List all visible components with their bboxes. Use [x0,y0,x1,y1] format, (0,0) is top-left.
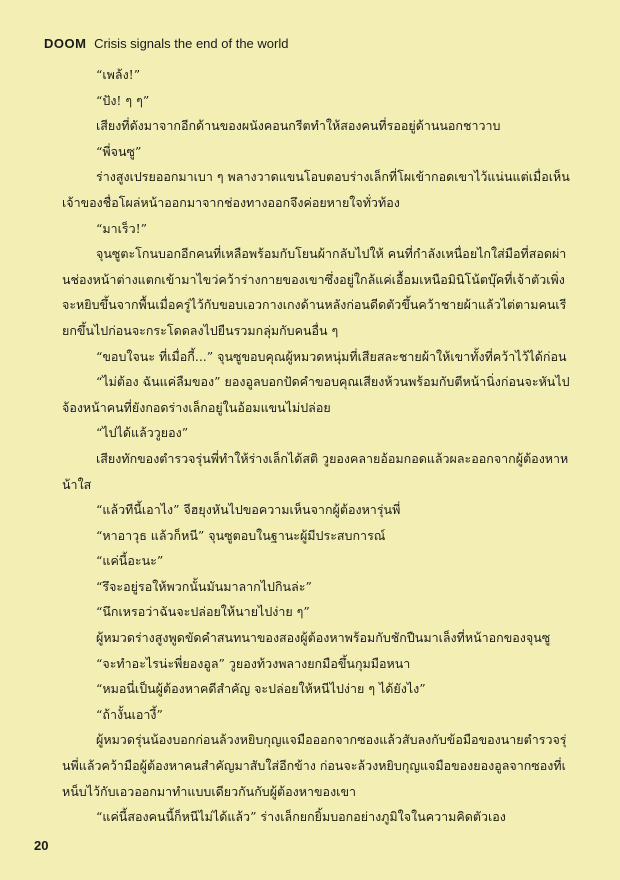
paragraph: “จะทำอะไรน่ะพี่ยองอูล” วูยองท้วงพลางยกมือขึ้นกุมมือหนา [96,655,411,671]
paragraph: “ปัง! ๆ ๆ” [96,92,150,108]
paragraph: “ถ้างั้นเอางี้” [96,706,163,722]
book-title: Crisis signals the end of the world [94,36,289,51]
paragraph: เสียงทักของตำรวจรุ่นพี่ทำให้ร่างเล็กได้สติ วูยองคลายอ้อมกอดแล้วผละออกจากผู้ต้องหาหน้าใส [62,450,569,492]
paragraph: ผู้หมวดร่างสูงพูดขัดคำสนทนาของสองผู้ต้องหาพร้อมกับชักปืนมาเล็งที่หน้าอกของจุนซู [96,630,551,646]
paragraph: “ไปได้แล้ววูยอง” [96,425,189,441]
paragraph: “เพล้ง!” [96,67,141,82]
paragraph: “นึกเหรอว่าฉันจะปล่อยให้นายไปง่าย ๆ” [96,604,310,620]
paragraph: “หมอนี่เป็นผู้ต้องหาคดีสำคัญ จะปล่อยให้หนีไปง่าย ๆ ได้ยังไง” [96,681,426,697]
paragraph: “ไม่ต้อง ฉันแค่ลืมของ” ยองอูลบอกปัดคำขอบคุณเสียงห้วนพร้อมกับตีหน้านิ่งก่อนจะหันไปจ้องหน้าคนที่ยังกอดร่างเล็กอยู่ในอ้อมแขนไม่ปล่อย [62,374,570,415]
paragraph: “พี่จนซู” [96,143,142,159]
paragraph: “หาอาวุธ แล้วก็หนี” จุนซูตอบในฐานะผู้มีประสบการณ์ [96,527,386,543]
paragraph: ร่างสูงเปรยออกมาเบา ๆ พลางวาดแขนโอบตอบร่างเล็กที่โผเข้ากอดเขาไว้แน่นแต่เมื่อเห็นเจ้าของชื่อโผล่หน้าออกมาจากช่องทางออกจึงค่อยหายใจทั่วท้อง [62,169,570,210]
paragraph: “ขอบใจนะ ที่เมื่อกี้...” จุนซูขอบคุณผู้หมวดหนุ่มที่เสียสละชายผ้าให้เขาทั้งที่คว้าไว้ได้ก่อน [96,348,567,364]
paragraph: ผู้หมวดรุ่นน้องบอกก่อนล้วงหยิบกุญแจมือออกจากซองแล้วสับลงกับข้อมือของนายตำรวจรุ่นพี่แล้วคว้ามือผู้ต้องหาคนสำคัญมาสับใส่อีกข้าง ก่อนจะล้วงหยิบกุญแจมือของยองอูลจากซองที่เหน็บไว้กับเอวออกมาทำแบบเดียวกันกับผู้ต้องหาของเขา [62,732,567,799]
running-header [44,36,288,52]
paragraph: “มาเร็ว!” [96,220,148,236]
book-brand: DOOM [44,36,87,51]
paragraph: “รึจะอยู่รอให้พวกนั้นมันมาลากไปกินล่ะ” [96,578,312,594]
page-number: 20 [34,838,49,853]
page-body [62,62,570,830]
paragraph: “แค่นี้อะนะ” [96,553,164,569]
paragraph: เสียงที่ดังมาจากอีกด้านของผนังคอนกรีตทำให้สองคนที่รออยู่ด้านนอกชาวาบ [96,118,501,134]
paragraph: “แล้วทีนี้เอาไง” จีฮยุงหันไปขอความเห็นจากผู้ต้องหารุ่นพี่ [96,502,401,518]
paragraph: “แค่นี้สองคนนี้ก็หนีไม่ได้แล้ว” ร่างเล็กยกยิ้มบอกอย่างภูมิใจในความคิดตัวเอง [96,809,506,825]
paragraph: จุนซูตะโกนบอกอีกคนที่เหลือพร้อมกับโยนผ้ากลับไปให้ คนที่กำลังเหนื่อยไกใส่มือที่สอดผ่านช่องหน้าต่างแตกเข้ามาไขว่คว้าร่างกายของเขาซึ่งอยู่ใกล้แค่เอื้อมเหนือมินิโน้ตบุ๊คที่เจ้าตัวเพิ่งจะหยิบขึ้นจากพื้นเมื่อครู่ไว้กับขอบเอวกางเกงด้านหลังก่อนดีดตัวขึ้นคว้าชายผ้าแล้วไต่ตามคนเรียกขึ้นไปก่อนจะกระโดดลงไปยืนรวมกลุ่มกับคนอื่น ๆ [62,246,567,338]
